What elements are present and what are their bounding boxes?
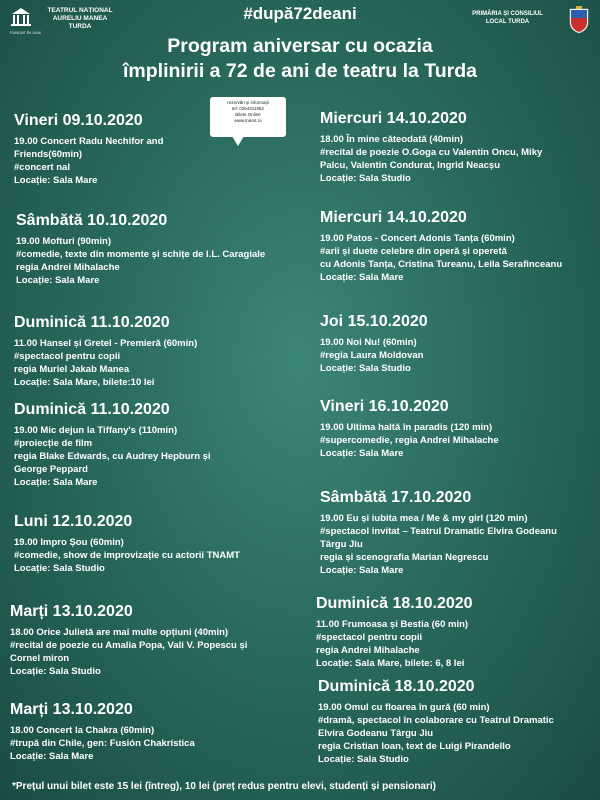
event-right-6 xyxy=(316,594,473,670)
event-left-1 xyxy=(14,111,163,187)
event-details: 19.00 Eu și iubita mea / Me & my girl (120 min) #spectacol invitat – Teatrul Dramatic Elvira Godeanu Târgu Jiu regia și scenografia Marian Negrescu Locație: Sala Mare xyxy=(320,513,557,576)
event-left-5 xyxy=(14,512,240,575)
event-details: 19.00 Patos - Concert Adonis Tanța (60min) #arii și duete celebre din operă și operetă cu Adonis Tanța, Cristina Tureanu, Leila Serafinceanu Locație: Sala Mare xyxy=(320,233,563,283)
event-details: 11.00 Frumoasa și Bestia (60 min) #spectacol pentru copii regia Andrei Mihalache Locație: Sala Mare, bilete: 6, 8 lei xyxy=(316,619,469,669)
event-day: Marți 13.10.2020 xyxy=(10,701,133,718)
event-right-3 xyxy=(320,312,428,375)
event-right-1 xyxy=(320,109,542,185)
event-details: 19.00 Impro Șou (60min) #comedie, show de improvizație cu actorii TNAMT Locație: Sala Studio xyxy=(14,537,240,574)
event-day: Duminică 11.10.2020 xyxy=(14,314,170,331)
event-right-7 xyxy=(318,677,554,766)
event-left-6 xyxy=(10,602,247,678)
event-details: 11.00 Hansel și Gretel - Premieră (60min) #spectacol pentru copii regia Muriel Jakab Manea Locație: Sala Mare, bilete:10 lei xyxy=(14,338,198,388)
event-details: 19.00 Noi Nu! (60min) #regia Laura Moldovan Locație: Sala Studio xyxy=(320,337,424,374)
event-day: Sâmbătă 10.10.2020 xyxy=(16,212,168,229)
event-right-2 xyxy=(320,208,562,284)
event-day: Miercuri 14.10.2020 xyxy=(320,110,467,127)
theatre-name: TEATRUL NAȚIONAL AURELIU MANEA TURDA xyxy=(47,7,113,30)
event-day: Joi 15.10.2020 xyxy=(320,313,428,330)
event-right-4 xyxy=(320,397,499,460)
event-day: Duminică 18.10.2020 xyxy=(318,678,475,695)
price-footnote: *Prețul unui bilet este 15 lei (întreg), 10 lei (preț redus pentru elevi, studenți și pensionari) xyxy=(12,781,436,792)
event-details: 18.00 Orice Julietă are mai multe opțiuni (40min) #recital de poezie cu Amalia Popa, Vali V. Popescu și Cornel miron Locație: Sala Studio xyxy=(10,627,248,677)
hashtag: #după72deani xyxy=(243,4,357,23)
event-day: Miercuri 14.10.2020 xyxy=(320,209,467,226)
event-right-5 xyxy=(320,488,557,577)
event-details: 19.00 Ultima haltă în paradis (120 min) #supercomedie, regia Andrei Mihalache Locație: Sala Mare xyxy=(320,422,499,459)
town-hall-name: PRIMĂRIA ȘI CONSILIUL LOCAL TURDA xyxy=(472,11,543,25)
info-bubble: rezervări și informații tel: 0264311952 Bilete Online www.tnamt.ro xyxy=(210,97,286,137)
event-details: 18.00 Concert la Chakra (60min) #trupă din Chile, gen: Fusión Chakrística Locație: Sala Mare xyxy=(10,725,195,762)
event-left-7 xyxy=(10,700,195,763)
event-details: 19.00 Concert Radu Nechifor and Friends(60min) #concert nal Locație: Sala Mare xyxy=(14,136,164,186)
event-details: 19.00 Mic dejun la Tiffany's (110min) #proiecție de film regia Blake Edwards, cu Audrey Hepburn și George Peppard Locație: Sala Mare xyxy=(14,425,211,488)
event-day: Vineri 09.10.2020 xyxy=(14,112,143,129)
event-day: Duminică 11.10.2020 xyxy=(14,401,170,418)
event-left-3 xyxy=(14,313,197,389)
event-day: Marți 13.10.2020 xyxy=(10,603,133,620)
page-title: Program aniversar cu ocazia împlinirii a 72 de ani de teatru la Turda xyxy=(123,35,477,82)
event-left-2 xyxy=(16,211,265,287)
event-details: 19.00 Mofturi (90min) #comedie, texte din momente și schițe de I.L. Caragiale regia Andrei Mihalache Locație: Sala Mare xyxy=(16,236,266,286)
event-day: Duminică 18.10.2020 xyxy=(316,595,473,612)
event-day: Sâmbătă 17.10.2020 xyxy=(320,489,472,506)
event-left-4 xyxy=(14,400,211,489)
event-day: Vineri 16.10.2020 xyxy=(320,398,449,415)
event-day: Luni 12.10.2020 xyxy=(14,513,133,530)
info-bubble-tail xyxy=(232,136,244,146)
event-details: 19.00 Omul cu floarea în gură (60 min) #dramă, spectacol în colaborare cu Teatrul Dramatic Elvira Godeanu Târgu Jiu regia Cristian Ioan, text de Luigi Pirandello Locație: Sala Studio xyxy=(318,702,554,765)
theatre-founded: FUNDAT ÎN 1946 xyxy=(10,30,41,35)
event-details: 18.00 În mine căteodată (40min) #recital de poezie O.Goga cu Valentin Oncu, Miky Palcu, Valentin Condurat, Ingrid Neacșu Locație: Sala Studio xyxy=(320,134,543,184)
